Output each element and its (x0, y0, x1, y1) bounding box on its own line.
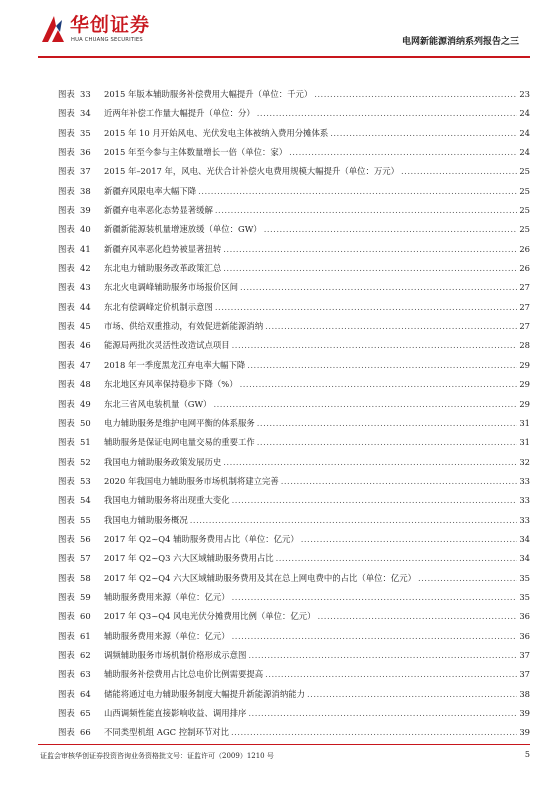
toc-entry-leader (198, 182, 517, 201)
toc-entry-number: 59 (80, 591, 91, 602)
toc-entry[interactable] (58, 298, 530, 317)
toc-entry-prefix: 图表 (58, 417, 75, 428)
toc-entry-number: 49 (80, 398, 91, 409)
toc-entry-number: 50 (80, 417, 91, 428)
toc-entry-title: 辅助服务补偿费用占比总电价比例需要提高 (104, 669, 264, 680)
toc-entry-prefix: 图表 (58, 359, 75, 370)
toc-entry-prefix: 图表 (58, 147, 75, 158)
page-header (0, 0, 560, 60)
toc-entry[interactable] (58, 259, 530, 278)
toc-entry-title: 储能将通过电力辅助服务制度大幅提升新能源消纳能力 (104, 688, 305, 699)
toc-entry-prefix: 图表 (58, 437, 75, 448)
toc-entry-page: 35 (519, 572, 530, 583)
toc-entry-number: 39 (80, 205, 91, 216)
toc-entry[interactable] (58, 85, 530, 104)
toc-entry-prefix: 图表 (58, 321, 75, 332)
report-title: 电网新能源消纳系列报告之三 (401, 37, 519, 47)
toc-entry-leader (317, 607, 517, 626)
toc-entry-title: 不同类型机组 AGC 控制环节对比 (104, 727, 229, 738)
toc-entry-leader (190, 511, 518, 530)
toc-entry[interactable] (58, 414, 530, 433)
footer-divider (38, 744, 530, 745)
toc-entry[interactable] (58, 162, 530, 181)
toc-entry-leader (307, 685, 517, 704)
toc-entry-title: 2017 年 Q3~Q4 风电光伏分摊费用比例（单位：亿元） (104, 611, 316, 622)
toc-entry-prefix: 图表 (58, 630, 75, 641)
toc-entry-title: 东北三省风电装机量（GW） (104, 398, 212, 409)
header-divider (38, 56, 530, 58)
toc-entry[interactable] (58, 124, 530, 143)
toc-entry-leader (301, 530, 518, 549)
toc-entry[interactable] (58, 375, 530, 394)
toc-entry-page: 35 (519, 591, 530, 602)
toc-entry-prefix: 图表 (58, 127, 75, 138)
toc-entry-page: 37 (519, 649, 530, 660)
toc-entry-prefix: 图表 (58, 475, 75, 486)
toc-entry-title: 新疆新能源装机量增速放缓（单位：GW） (104, 224, 262, 235)
toc-entry-title: 东北有偿调峰定价机制示意图 (104, 301, 213, 312)
toc-entry-number: 44 (80, 301, 91, 312)
toc-entry-leader (330, 124, 517, 143)
toc-entry-prefix: 图表 (58, 495, 75, 506)
toc-entry-number: 61 (80, 630, 91, 641)
toc-entry-title: 2015 年 10 月开始风电、光伏发电主体被纳入费用分摊体系 (104, 127, 329, 138)
toc-entry[interactable] (58, 336, 530, 355)
toc-entry-leader (232, 588, 518, 607)
toc-entry-number: 60 (80, 611, 91, 622)
toc-entry-number: 54 (80, 495, 91, 506)
toc-entry[interactable] (58, 588, 530, 607)
page-number: 5 (524, 750, 530, 759)
toc-entry[interactable] (58, 549, 530, 568)
toc-entry-leader (213, 395, 517, 414)
toc-entry-leader (257, 104, 518, 123)
toc-entry-number: 40 (80, 224, 91, 235)
toc-entry-title: 山西调频性能直接影响收益、调用排序 (104, 708, 247, 718)
toc-entry-number: 64 (80, 688, 91, 699)
toc-entry-title: 新疆弃风限电率大幅下降 (104, 185, 197, 196)
toc-entry-page: 39 (519, 727, 530, 738)
toc-entry-title: 市场、供给双重推动，有效促进新能源消纳 (104, 321, 264, 332)
toc-entry-prefix: 图表 (58, 185, 75, 196)
toc-entry-leader (276, 549, 518, 568)
toc-entry-title: 2017 年 Q2~Q3 六大区域辅助服务费用占比 (104, 553, 274, 564)
toc-entry-number: 57 (80, 553, 91, 564)
toc-entry-prefix: 图表 (58, 166, 75, 177)
toc-entry-number: 46 (80, 340, 91, 351)
toc-entry[interactable] (58, 704, 530, 723)
toc-entry-title: 辅助服务费用来源（单位：亿元） (104, 630, 230, 641)
toc-entry-prefix: 图表 (58, 553, 75, 564)
toc-entry-page: 29 (519, 359, 530, 370)
toc-entry-title: 2015 年至今参与主体数量增长一倍（单位：家） (104, 147, 288, 158)
toc-entry[interactable] (58, 395, 530, 414)
toc-entry-number: 53 (80, 475, 91, 486)
toc-entry-title: 电力辅助服务是维护电网平衡的体系服务 (104, 417, 255, 428)
toc-entry[interactable] (58, 646, 530, 665)
toc-entry-page: 26 (519, 263, 530, 274)
toc-entry-number: 36 (80, 147, 91, 158)
toc-entry-prefix: 图表 (58, 205, 75, 216)
toc-entry-page: 34 (519, 533, 530, 544)
logo-mark-icon (40, 14, 66, 44)
toc-entry-leader (401, 162, 517, 181)
toc-entry-page: 31 (519, 437, 530, 448)
toc-entry-page: 32 (519, 456, 530, 467)
toc-entry-leader (232, 627, 518, 646)
toc-entry-page: 25 (519, 166, 530, 177)
toc-entry-leader (257, 433, 518, 452)
toc-entry-prefix: 图表 (58, 669, 75, 680)
toc-entry-title: 我国电力辅助服务概况 (104, 514, 188, 525)
toc-entry[interactable] (58, 723, 530, 742)
toc-entry[interactable] (58, 201, 530, 220)
toc-entry-number: 34 (80, 108, 91, 119)
toc-entry-title: 辅助服务费用来源（单位：亿元） (104, 591, 230, 602)
toc-entry-prefix: 图表 (58, 611, 75, 622)
logo-text-en: HUA CHUANG SECURITIES (71, 37, 143, 43)
toc-entry[interactable] (58, 607, 530, 626)
toc-entry[interactable] (58, 240, 530, 259)
toc-entry-leader (247, 356, 517, 375)
toc-entry-title: 2018 年一季度黑龙江弃电率大幅下降 (104, 359, 246, 370)
toc-entry-leader (248, 704, 517, 723)
toc-entry-prefix: 图表 (58, 243, 75, 254)
toc-entry-prefix: 图表 (58, 89, 75, 99)
toc-entry-number: 55 (80, 514, 91, 525)
logo-text-cn: 华创证券 (70, 14, 151, 36)
toc-entry-leader (240, 278, 517, 297)
toc-entry-page: 25 (519, 205, 530, 216)
toc-entry-number: 45 (80, 321, 91, 332)
toc-entry-page: 33 (519, 514, 530, 525)
toc-entry-title: 新疆弃电率恶化态势显著缓解 (104, 205, 213, 216)
toc-entry[interactable] (58, 317, 530, 336)
toc-entry-leader (223, 259, 517, 278)
toc-entry-prefix: 图表 (58, 340, 75, 351)
toc-entry-title: 2017 年 Q2~Q4 辅助服务费用占比（单位：亿元） (104, 533, 299, 544)
toc-entry-prefix: 图表 (58, 108, 75, 119)
toc-entry-prefix: 图表 (58, 688, 75, 699)
toc-entry[interactable] (58, 569, 530, 588)
toc-entry[interactable] (58, 472, 530, 491)
toc-entry-prefix: 图表 (58, 649, 75, 660)
toc-entry[interactable] (58, 511, 530, 530)
toc-entry-prefix: 图表 (58, 379, 75, 390)
toc-entry-leader (289, 143, 517, 162)
toc-entry-leader (240, 375, 518, 394)
toc-entry-title: 东北火电调峰辅助服务市场报价区间 (104, 282, 238, 293)
toc-entry-title: 调频辅助服务市场机制价格形成示意图 (104, 649, 247, 660)
toc-entry-leader (231, 723, 517, 742)
toc-entry-number: 65 (80, 708, 91, 718)
toc-entry-title: 2020 年我国电力辅助服务市场机制将建立完善 (104, 475, 279, 486)
toc-entry-page: 24 (519, 147, 530, 158)
toc-entry-leader (223, 240, 517, 259)
toc-entry-title: 能源局两批次灵活性改造试点项目 (104, 340, 230, 351)
toc-entry-prefix: 图表 (58, 282, 75, 293)
toc-entry-prefix: 图表 (58, 263, 75, 274)
toc-entry-page: 34 (519, 553, 530, 564)
toc-entry-leader (265, 317, 517, 336)
toc-entry-prefix: 图表 (58, 456, 75, 467)
toc-entry-number: 47 (80, 359, 91, 370)
toc-entry-prefix: 图表 (58, 708, 75, 718)
toc-entry-page: 26 (519, 243, 530, 254)
toc-entry-leader (248, 646, 517, 665)
toc-entry-page: 27 (519, 282, 530, 293)
company-logo (40, 14, 150, 48)
toc-entry-page: 29 (519, 379, 530, 390)
toc-entry-number: 52 (80, 456, 91, 467)
toc-entry-title: 2015 年版本辅助服务补偿费用大幅提升（单位：千元） (104, 89, 313, 99)
toc-entry-number: 37 (80, 166, 91, 177)
toc-entry-leader (418, 569, 517, 588)
toc-entry[interactable] (58, 356, 530, 375)
toc-entry-page: 24 (519, 108, 530, 119)
toc-entry-page: 27 (519, 301, 530, 312)
toc-entry[interactable] (58, 665, 530, 684)
toc-entry-leader (232, 491, 518, 510)
toc-entry-page: 23 (519, 89, 530, 99)
figure-index (58, 85, 530, 743)
toc-entry-number: 48 (80, 379, 91, 390)
toc-entry-page: 24 (519, 127, 530, 138)
toc-entry-page: 25 (519, 224, 530, 235)
toc-entry-number: 63 (80, 669, 91, 680)
toc-entry-number: 38 (80, 185, 91, 196)
toc-entry-title: 东北电力辅助服务改革政策汇总 (104, 263, 222, 274)
toc-entry-page: 28 (519, 340, 530, 351)
toc-entry[interactable] (58, 182, 530, 201)
toc-entry-prefix: 图表 (58, 398, 75, 409)
toc-entry-leader (314, 85, 517, 104)
toc-entry[interactable] (58, 433, 530, 452)
toc-entry-page: 29 (519, 398, 530, 409)
toc-entry-prefix: 图表 (58, 224, 75, 235)
toc-entry-leader (265, 665, 517, 684)
toc-entry[interactable] (58, 627, 530, 646)
toc-entry-leader (232, 336, 518, 355)
toc-entry-page: 31 (519, 417, 530, 428)
toc-entry-page: 25 (519, 185, 530, 196)
toc-entry-number: 58 (80, 572, 91, 583)
toc-entry-page: 33 (519, 495, 530, 506)
toc-entry-page: 39 (519, 708, 530, 718)
toc-entry-leader (215, 298, 517, 317)
toc-entry-title: 我国电力辅助服务将出现重大变化 (104, 495, 230, 506)
toc-entry-page: 36 (519, 611, 530, 622)
toc-entry[interactable] (58, 104, 530, 123)
toc-entry[interactable] (58, 530, 530, 549)
toc-entry-prefix: 图表 (58, 514, 75, 525)
toc-entry-page: 38 (519, 688, 530, 699)
toc-entry-prefix: 图表 (58, 301, 75, 312)
toc-entry-prefix: 图表 (58, 572, 75, 583)
toc-entry-title: 2017 年 Q2~Q4 六大区域辅助服务费用及其在总上网电费中的占比（单位：亿元） (104, 572, 416, 583)
toc-entry-leader (264, 220, 518, 239)
toc-entry[interactable] (58, 143, 530, 162)
toc-entry-prefix: 图表 (58, 591, 75, 602)
toc-entry-title: 新疆弃风率恶化趋势被显著扭转 (104, 243, 222, 254)
footer-disclaimer: 证监会审核华创证券投资咨询业务资格批文号：证监许可（2009）1210 号 (40, 752, 274, 760)
toc-entry-number: 35 (80, 127, 91, 138)
toc-entry-number: 56 (80, 533, 91, 544)
toc-entry[interactable] (58, 491, 530, 510)
toc-entry-leader (257, 414, 518, 433)
toc-entry-page: 27 (519, 321, 530, 332)
toc-entry-prefix: 图表 (58, 533, 75, 544)
toc-entry-title: 辅助服务是保证电网电量交易的重要工作 (104, 437, 255, 448)
toc-entry-title: 我国电力辅助服务政策发展历史 (104, 456, 222, 467)
toc-entry-title: 东北地区弃风率保持稳步下降（%） (104, 379, 238, 390)
toc-entry-number: 41 (80, 243, 91, 254)
toc-entry[interactable] (58, 453, 530, 472)
toc-entry-title: 近两年补偿工作量大幅提升（单位：分） (104, 108, 255, 119)
toc-entry-leader (223, 453, 517, 472)
toc-entry-number: 42 (80, 263, 91, 274)
toc-entry-prefix: 图表 (58, 727, 75, 738)
toc-entry-number: 51 (80, 437, 91, 448)
toc-entry-page: 37 (519, 669, 530, 680)
toc-entry-number: 33 (80, 89, 91, 99)
toc-entry-title: 2015 年–2017 年，风电、光伏合计补偿火电费用规模大幅提升（单位：万元） (104, 166, 400, 177)
toc-entry-page: 36 (519, 630, 530, 641)
toc-entry-page: 33 (519, 475, 530, 486)
toc-entry-number: 66 (80, 727, 91, 738)
toc-entry[interactable] (58, 220, 530, 239)
toc-entry-leader (215, 201, 517, 220)
toc-entry[interactable] (58, 278, 530, 297)
toc-entry-number: 62 (80, 649, 91, 660)
toc-entry-leader (281, 472, 518, 491)
toc-entry[interactable] (58, 685, 530, 704)
toc-entry-number: 43 (80, 282, 91, 293)
